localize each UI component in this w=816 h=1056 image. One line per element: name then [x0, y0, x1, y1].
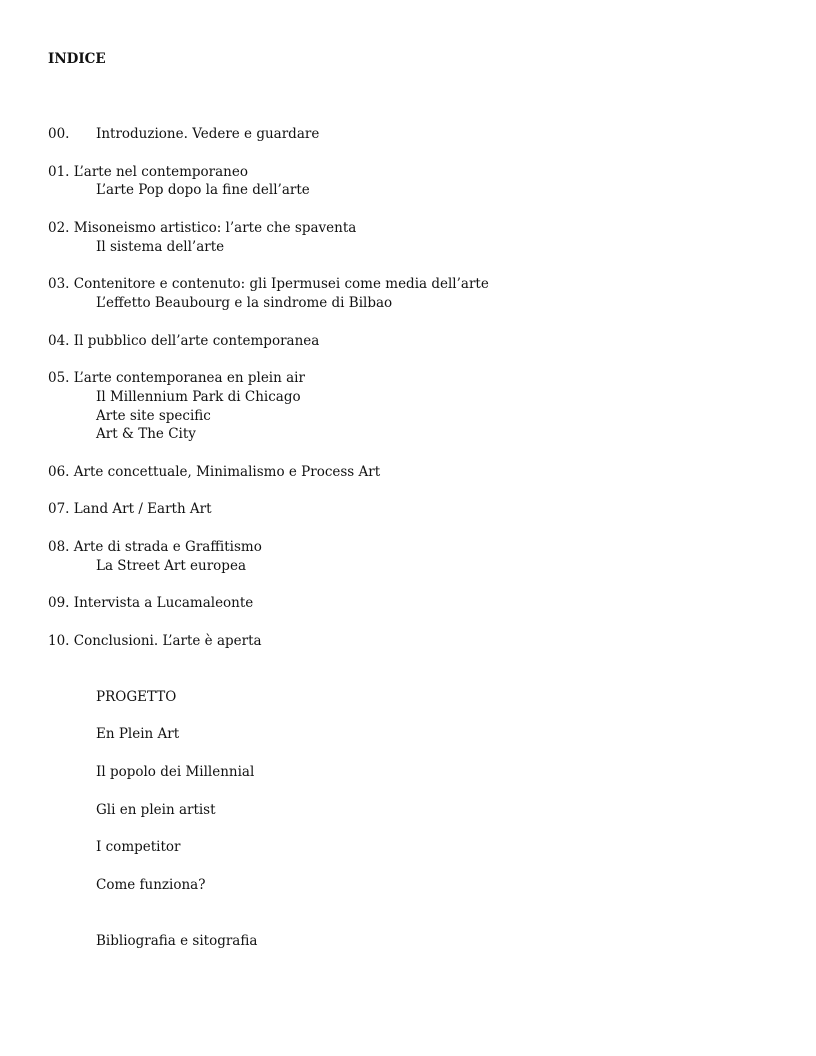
toc-subentry: Arte site specific	[96, 408, 211, 424]
page-title: INDICE	[48, 51, 106, 67]
toc-number: 00.	[48, 126, 70, 142]
toc-title: Introduzione. Vedere e guardare	[96, 126, 320, 142]
project-item: Il popolo dei Millennial	[96, 764, 255, 780]
toc-entry-03: 03. Contenitore e contenuto: gli Ipermusei come media dell’arte	[48, 276, 489, 292]
toc-entry-10: 10. Conclusioni. L’arte è aperta	[48, 633, 262, 649]
toc-subentry: L’arte Pop dopo la fine dell’arte	[96, 182, 310, 198]
bibliography-entry: Bibliografia e sitografia	[96, 933, 258, 949]
toc-entry-04: 04. Il pubblico dell’arte contemporanea	[48, 333, 320, 349]
toc-entry-01: 01. L’arte nel contemporaneo	[48, 164, 248, 180]
project-heading: PROGETTO	[96, 689, 177, 705]
toc-entry-07: 07. Land Art / Earth Art	[48, 501, 212, 517]
project-item: I competitor	[96, 839, 181, 855]
toc-subentry: Il sistema dell’arte	[96, 239, 225, 255]
project-item: En Plein Art	[96, 726, 180, 742]
toc-subentry: L’effetto Beaubourg e la sindrome di Bilbao	[96, 295, 393, 311]
toc-subentry: La Street Art europea	[96, 558, 246, 574]
toc-entry-09: 09. Intervista a Lucamaleonte	[48, 595, 254, 611]
toc-entry-02: 02. Misoneismo artistico: l’arte che spaventa	[48, 220, 357, 236]
toc-subentry: Il Millennium Park di Chicago	[96, 389, 301, 405]
toc-entry-00	[48, 125, 319, 143]
project-item: Gli en plein artist	[96, 802, 216, 818]
toc-entry-05: 05. L’arte contemporanea en plein air	[48, 370, 305, 386]
project-item: Come funziona?	[96, 877, 206, 893]
toc-entry-06: 06. Arte concettuale, Minimalismo e Process Art	[48, 464, 381, 480]
toc-subentry: Art & The City	[96, 426, 196, 442]
toc-entry-08: 08. Arte di strada e Graffitismo	[48, 539, 262, 555]
